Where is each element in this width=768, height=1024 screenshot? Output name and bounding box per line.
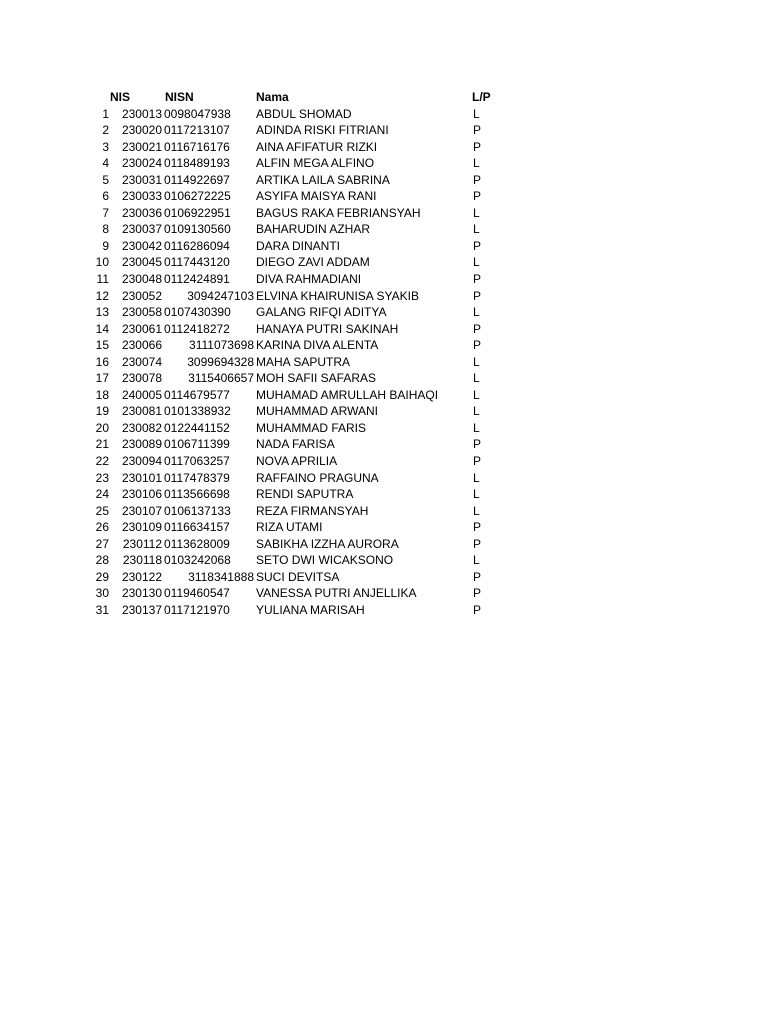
nama-cell: MUHAMMAD FARIS [256, 420, 367, 435]
lp-cell: L [473, 487, 480, 502]
nis-cell: 230137 [121, 602, 162, 617]
lp-cell: P [473, 238, 482, 253]
table-row [0, 569, 768, 586]
nisn-cell: 0098047938 [164, 106, 231, 121]
table-row [0, 503, 768, 520]
row-number: 12 [95, 288, 109, 303]
nis-cell: 230089 [121, 437, 162, 452]
nisn-cell: 0106272225 [164, 189, 231, 204]
row-number: 15 [95, 338, 109, 353]
nisn-cell: 0113566698 [164, 487, 230, 502]
nisn-cell: 3115406657 [188, 371, 254, 386]
row-number: 2 [102, 123, 109, 138]
row-number: 25 [95, 503, 109, 518]
nisn-cell: 0117213107 [164, 123, 230, 138]
nis-cell: 230061 [121, 321, 162, 336]
nama-cell: NOVA APRILIA [256, 454, 338, 469]
nisn-cell: 0116634157 [164, 520, 230, 535]
row-number: 26 [95, 520, 109, 535]
lp-cell: P [473, 172, 482, 187]
lp-cell: L [473, 387, 480, 402]
row-number: 22 [95, 454, 109, 469]
nama-cell: BAHARUDIN AZHAR [256, 222, 371, 237]
nisn-cell: 3118341888 [188, 569, 254, 584]
nisn-cell: 0114679577 [164, 387, 230, 402]
nis-cell: 230020 [121, 123, 162, 138]
row-number: 23 [95, 470, 109, 485]
table-row [0, 271, 768, 288]
lp-cell: L [473, 420, 480, 435]
lp-cell: P [473, 288, 482, 303]
row-number: 20 [95, 420, 109, 435]
nama-cell: ELVINA KHAIRUNISA SYAKIB [256, 288, 419, 303]
nis-cell: 230024 [121, 156, 162, 171]
nama-cell: DARA DINANTI [256, 238, 341, 253]
row-number: 10 [95, 255, 109, 270]
nama-cell: DIEGO ZAVI ADDAM [256, 255, 370, 270]
nis-cell: 230013 [121, 106, 162, 121]
table-row [0, 288, 768, 305]
lp-cell: P [473, 338, 482, 353]
nis-cell: 230052 [121, 288, 162, 303]
nama-cell: ABDUL SHOMAD [256, 106, 352, 121]
nama-cell: DIVA RAHMADIANI [256, 272, 362, 287]
nis-cell: 230109 [121, 520, 162, 535]
lp-cell: L [473, 156, 480, 171]
table-row [0, 106, 768, 123]
row-number: 30 [95, 586, 109, 601]
lp-cell: L [473, 470, 480, 485]
nisn-cell: 0122441152 [164, 420, 230, 435]
lp-cell: P [473, 272, 482, 287]
nisn-cell: 0117063257 [164, 454, 230, 469]
nis-cell: 230118 [122, 553, 162, 568]
row-number: 7 [102, 205, 109, 220]
row-number: 5 [102, 172, 109, 187]
nisn-cell: 0119460547 [164, 586, 230, 601]
row-number: 11 [96, 272, 109, 287]
nama-cell: NADA FARISA [256, 437, 335, 452]
table-row [0, 321, 768, 338]
table-row [0, 519, 768, 536]
nama-cell: VANESSA PUTRI ANJELLIKA [256, 586, 417, 601]
nis-cell: 230048 [121, 272, 162, 287]
nama-cell: BAGUS RAKA FEBRIANSYAH [256, 205, 421, 220]
table-row [0, 387, 768, 404]
row-number: 18 [95, 387, 109, 402]
nama-cell: ALFIN MEGA ALFINO [256, 156, 375, 171]
row-number: 31 [95, 602, 109, 617]
header-lp: L/P [472, 90, 491, 104]
nisn-cell: 0116286094 [164, 238, 230, 253]
nis-cell: 230021 [121, 139, 162, 154]
row-number: 9 [102, 238, 109, 253]
row-number: 8 [102, 222, 109, 237]
nisn-cell: 0114922697 [164, 172, 230, 187]
nis-cell: 230130 [121, 586, 162, 601]
lp-cell: P [473, 536, 482, 551]
student-rows [0, 106, 768, 619]
nis-cell: 230078 [121, 371, 162, 386]
row-number: 28 [95, 553, 109, 568]
nisn-cell: 0106137133 [164, 503, 231, 518]
nisn-cell: 0103242068 [164, 553, 231, 568]
table-row [0, 453, 768, 470]
table-row [0, 536, 768, 553]
nama-cell: REZA FIRMANSYAH [256, 503, 369, 518]
lp-cell: L [473, 371, 480, 386]
nisn-cell: 0112418272 [164, 321, 230, 336]
nama-cell: MUHAMMAD ARWANI [256, 404, 379, 419]
nisn-cell: 0117478379 [164, 470, 230, 485]
lp-cell: L [473, 503, 480, 518]
nis-cell: 240005 [121, 387, 162, 402]
nisn-cell: 0106922951 [164, 205, 231, 220]
table-row [0, 155, 768, 172]
nis-cell: 230045 [121, 255, 162, 270]
table-row [0, 337, 768, 354]
row-number: 13 [95, 305, 109, 320]
row-number: 14 [95, 321, 109, 336]
nama-cell: MOH SAFII SAFARAS [256, 371, 377, 386]
row-number: 29 [95, 569, 109, 584]
nisn-cell: 0116716176 [164, 139, 230, 154]
nama-cell: ASYIFA MAISYA RANI [256, 189, 377, 204]
table-row [0, 122, 768, 139]
nama-cell: RAFFAINO PRAGUNA [256, 470, 379, 485]
nama-cell: ARTIKA LAILA SABRINA [256, 172, 390, 187]
nis-cell: 230036 [121, 205, 162, 220]
student-list-sheet [0, 89, 768, 619]
row-number: 27 [95, 536, 109, 551]
nisn-cell: 0117443120 [164, 255, 230, 270]
table-row [0, 354, 768, 371]
lp-cell: P [473, 586, 482, 601]
table-row [0, 403, 768, 420]
table-row [0, 221, 768, 238]
nis-cell: 230058 [121, 305, 162, 320]
table-row [0, 188, 768, 205]
lp-cell: P [473, 123, 482, 138]
nisn-cell: 0118489193 [164, 156, 230, 171]
nis-cell: 230082 [121, 420, 162, 435]
row-number: 1 [102, 106, 109, 121]
nisn-cell: 0101338932 [164, 404, 231, 419]
table-row [0, 470, 768, 487]
table-row [0, 585, 768, 602]
table-row [0, 238, 768, 255]
nama-cell: RIZA UTAMI [256, 520, 323, 535]
table-row [0, 436, 768, 453]
row-number: 24 [95, 487, 109, 502]
nisn-cell: 0113628009 [164, 536, 230, 551]
nisn-cell: 0112424891 [164, 272, 230, 287]
nis-cell: 230107 [121, 503, 162, 518]
nis-cell: 230122 [121, 569, 162, 584]
nisn-cell: 0117121970 [164, 602, 230, 617]
nama-cell: YULIANA MARISAH [256, 602, 365, 617]
row-number: 21 [95, 437, 109, 452]
nama-cell: RENDI SAPUTRA [256, 487, 354, 502]
nisn-cell: 3094247103 [187, 288, 254, 303]
row-number: 17 [95, 371, 109, 386]
nama-cell: MUHAMAD AMRULLAH BAIHAQI [256, 387, 439, 402]
table-row [0, 370, 768, 387]
header-nama: Nama [256, 90, 289, 104]
nama-cell: KARINA DIVA ALENTA [256, 338, 379, 353]
lp-cell: L [473, 404, 480, 419]
row-number: 3 [102, 139, 109, 154]
nis-cell: 230033 [121, 189, 162, 204]
nama-cell: HANAYA PUTRI SAKINAH [256, 321, 399, 336]
lp-cell: L [473, 106, 480, 121]
table-row [0, 304, 768, 321]
nama-cell: ADINDA RISKI FITRIANI [256, 123, 389, 138]
row-number: 6 [102, 189, 109, 204]
lp-cell: L [473, 553, 480, 568]
nisn-cell: 3099694328 [187, 354, 254, 369]
row-number: 19 [95, 404, 109, 419]
nis-cell: 230074 [121, 354, 162, 369]
nis-cell: 230081 [121, 404, 162, 419]
row-number: 4 [102, 156, 109, 171]
nis-cell: 230106 [121, 487, 162, 502]
lp-cell: L [473, 354, 480, 369]
nis-cell: 230094 [121, 454, 162, 469]
lp-cell: L [473, 305, 480, 320]
nis-cell: 230066 [121, 338, 162, 353]
header-row [0, 89, 768, 106]
nama-cell: SUCI DEVITSA [256, 569, 340, 584]
nis-cell: 230031 [121, 172, 162, 187]
lp-cell: P [473, 139, 482, 154]
lp-cell: P [473, 520, 482, 535]
header-nisn: NISN [165, 90, 194, 104]
nisn-cell: 0106711399 [164, 437, 230, 452]
lp-cell: P [473, 602, 482, 617]
nama-cell: MAHA SAPUTRA [256, 354, 351, 369]
nis-cell: 230101 [121, 470, 162, 485]
nama-cell: AINA AFIFATUR RIZKI [256, 139, 378, 154]
nama-cell: SETO DWI WICAKSONO [256, 553, 394, 568]
table-row [0, 552, 768, 569]
nisn-cell: 0107430390 [164, 305, 231, 320]
table-row [0, 486, 768, 503]
lp-cell: P [473, 569, 482, 584]
nis-cell: 230037 [121, 222, 162, 237]
table-row [0, 254, 768, 271]
lp-cell: L [473, 255, 480, 270]
nama-cell: SABIKHA IZZHA AURORA [256, 536, 399, 551]
table-row [0, 205, 768, 222]
lp-cell: P [473, 437, 482, 452]
lp-cell: P [473, 321, 482, 336]
lp-cell: P [473, 189, 482, 204]
nis-cell: 230042 [121, 238, 162, 253]
lp-cell: L [473, 205, 480, 220]
table-row [0, 172, 768, 189]
header-nis: NIS [110, 90, 131, 104]
nisn-cell: 0109130560 [164, 222, 231, 237]
row-number: 16 [95, 354, 109, 369]
table-row [0, 139, 768, 156]
table-row [0, 602, 768, 619]
lp-cell: P [473, 454, 482, 469]
nis-cell: 230112 [122, 536, 162, 551]
nama-cell: GALANG RIFQI ADITYA [256, 305, 387, 320]
nisn-cell: 3111073698 [189, 338, 254, 353]
lp-cell: L [473, 222, 480, 237]
table-row [0, 420, 768, 437]
